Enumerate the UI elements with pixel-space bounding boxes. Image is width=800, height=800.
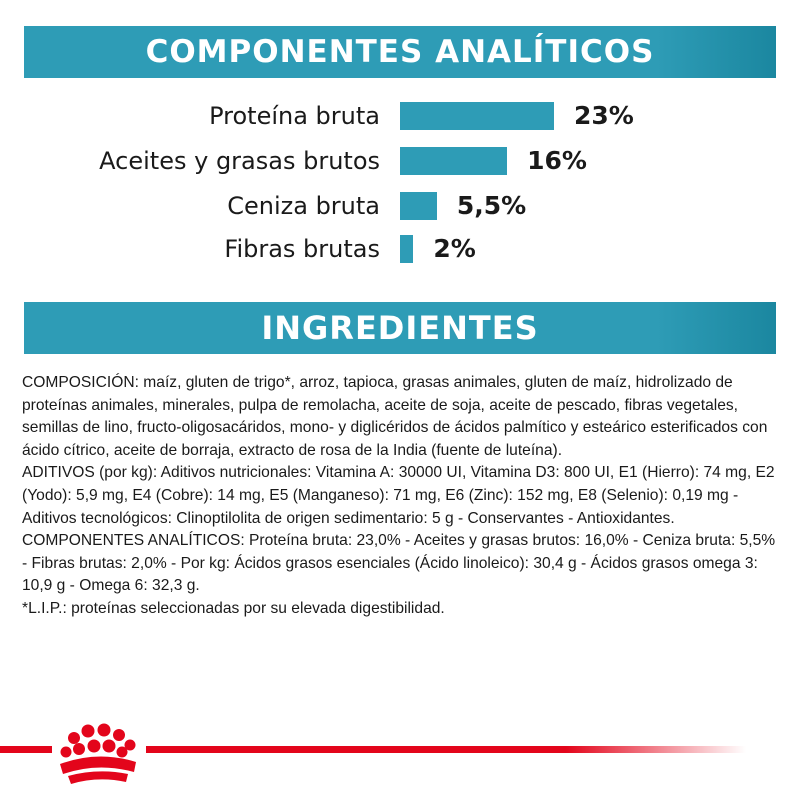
crown-pearl	[98, 724, 111, 737]
analytic-bar	[400, 192, 437, 220]
analytic-row-protein	[0, 96, 800, 136]
analytic-row-ash	[0, 186, 800, 226]
royal-crown-icon	[54, 716, 142, 792]
crown-pearl	[68, 732, 80, 744]
banner-shade	[656, 302, 776, 354]
crown-pearl	[88, 740, 101, 753]
analytic-label: Fibras brutas	[224, 235, 380, 263]
crown-pearl	[117, 747, 128, 758]
ingredients-banner	[24, 302, 776, 354]
crown-pearl	[82, 725, 95, 738]
ingredients-text	[22, 372, 782, 621]
analytic-row-fibre	[0, 229, 800, 269]
analytic-value: 16%	[527, 146, 587, 175]
analytic-value: 5,5%	[456, 191, 527, 220]
analytic-bar	[400, 147, 507, 175]
analytic-components-paragraph: COMPONENTES ANALÍTICOS: Proteína bruta: 23,0% - Aceites y grasas brutos: 16,0% - Ceniza bruta: 5,5% - Fibras brutas: 2,0% - Por kg: Ácidos grasos esenciales (Ácido linoleico): 30,4 g - Ácidos grasos omega 3: 10,9 g - Omega 6: 32,3 g.	[22, 532, 776, 595]
analytic-value: 23%	[574, 101, 634, 130]
analytic-label: Aceites y grasas brutos	[99, 147, 380, 175]
analytic-bar	[400, 102, 554, 130]
crown-band	[68, 771, 128, 784]
analytic-label: Proteína bruta	[209, 102, 380, 130]
ingredients-title: INGREDIENTES	[261, 309, 539, 347]
analytic-row-fats	[0, 141, 800, 181]
crown-pearl	[73, 743, 85, 755]
footer-line-left	[0, 746, 52, 753]
analytic-value: 2%	[433, 234, 476, 263]
composition-paragraph: COMPOSICIÓN: maíz, gluten de trigo*, arroz, tapioca, grasas animales, gluten de maíz, hidrolizado de proteínas animales, minerales, pulpa de remolacha, aceite de soja, aceite de pescado, fibras vegetales, semillas de lino, fructo-oligosacáridos, mono- y diglicéridos de ácidos palmítico y esteárico esterificados con ácido cítrico, aceite de borraja, extracto de rosa de la India (fuente de luteína).	[22, 374, 768, 459]
analytic-components-banner	[24, 26, 776, 78]
additives-paragraph: ADITIVOS (por kg): Aditivos nutricionales: Vitamina A: 30000 UI, Vitamina D3: 800 UI, E1 (Hierro): 74 mg, E2 (Yodo): 5,9 mg, E4 (Cobre): 14 mg, E5 (Manganeso): 71 mg, E6 (Zinc): 152 mg, E8 (Selenio): 0,19 mg - Aditivos tecnológicos: Clinoptilolita de origen sedimentario: 5 g - Conservantes - Antioxidantes.	[22, 464, 775, 527]
crown-pearl	[113, 729, 125, 741]
crown-pearl	[103, 740, 116, 753]
analytic-bar	[400, 235, 413, 263]
crown-pearl	[61, 747, 72, 758]
analytic-label: Ceniza bruta	[227, 192, 380, 220]
crown-band	[60, 756, 136, 774]
analytic-components-title: COMPONENTES ANALÍTICOS	[145, 34, 655, 70]
footnote-paragraph: *L.I.P.: proteínas seleccionadas por su elevada digestibilidad.	[22, 599, 445, 617]
banner-shade	[656, 26, 776, 78]
footer-line-right	[146, 746, 746, 753]
